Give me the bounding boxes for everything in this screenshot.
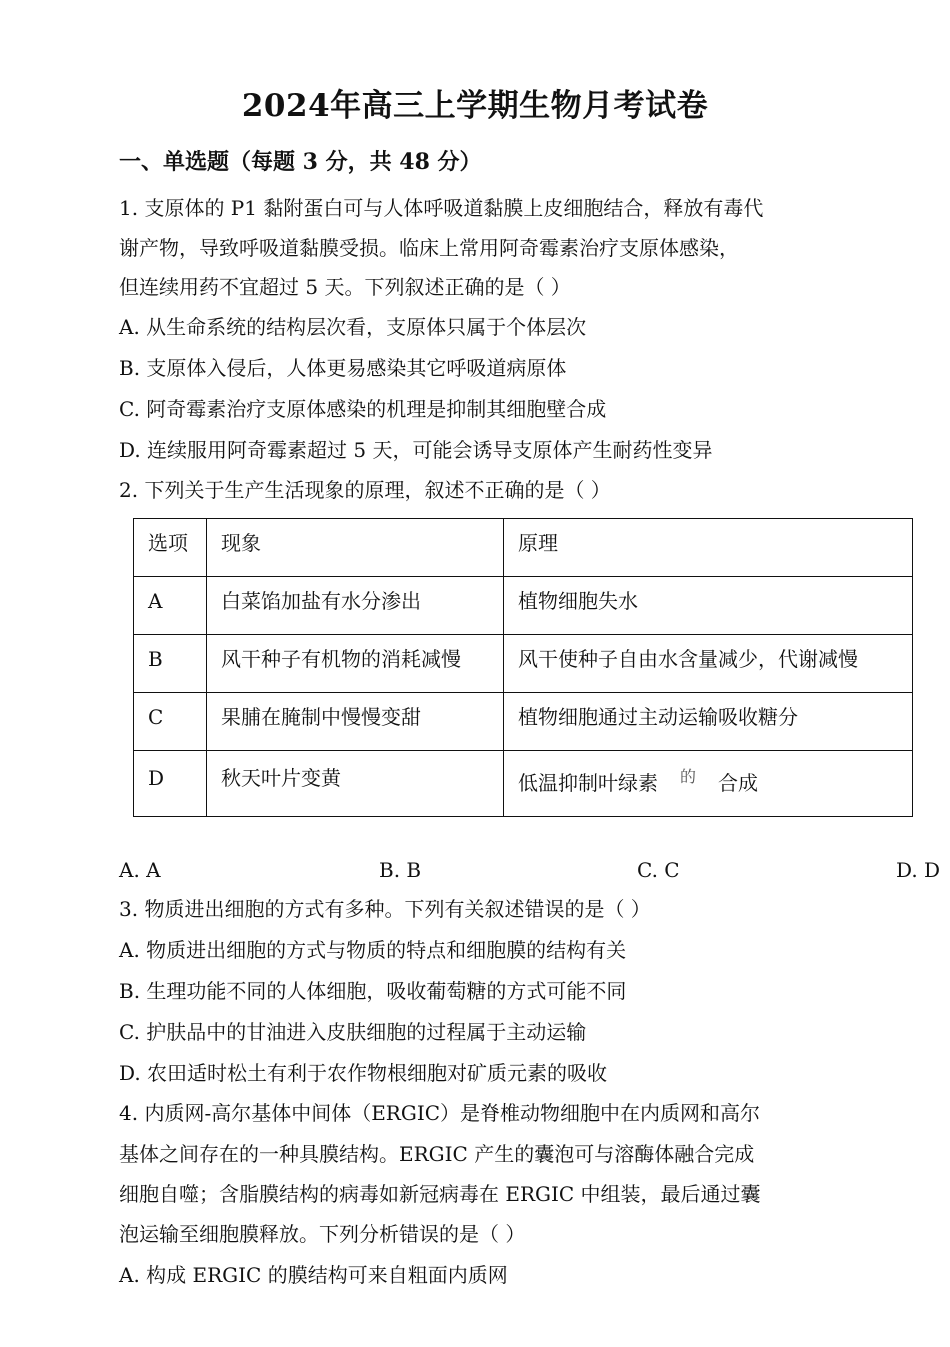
table-cell-principle <box>504 751 913 817</box>
q1-option-b: B. 支原体入侵后，人体更易感染其它呼吸道病原体 <box>119 356 567 380</box>
table-cell-option: B <box>134 635 207 693</box>
q3-option-a: A. 物质进出细胞的方式与物质的特点和细胞膜的结构有关 <box>119 938 627 962</box>
exam-title: 2024年高三上学期生物月考试卷 <box>241 88 709 124</box>
table-row <box>134 693 913 751</box>
q4-stem-line-4: 泡运输至细胞膜释放。下列分析错误的是（ ） <box>119 1222 526 1246</box>
principle-small-char: 的 <box>680 767 697 786</box>
table-cell-option: C <box>134 693 207 751</box>
q4-stem-line-2: 基体之间存在的一种具膜结构。ERGIC 产生的囊泡可与溶酶体融合完成 <box>119 1142 755 1166</box>
q2-choice-c: C. C <box>637 858 680 882</box>
q1-stem-line-3: 但连续用药不宜超过 5 天。下列叙述正确的是（ ） <box>119 275 571 299</box>
q3-option-b: B. 生理功能不同的人体细胞，吸收葡萄糖的方式可能不同 <box>119 979 627 1003</box>
table-cell-phenomenon: 白菜馅加盐有水分渗出 <box>207 577 504 635</box>
table-cell-phenomenon: 秋天叶片变黄 <box>207 751 504 817</box>
q1-option-d: D. 连续服用阿奇霉素超过 5 天，可能会诱导支原体产生耐药性变异 <box>119 438 713 462</box>
table-header-cell: 原理 <box>504 519 913 577</box>
q4-option-a: A. 构成 ERGIC 的膜结构可来自粗面内质网 <box>119 1263 508 1287</box>
q1-stem-line-2: 谢产物，导致呼吸道黏膜受损。临床上常用阿奇霉素治疗支原体感染， <box>119 236 739 260</box>
table-cell-principle: 植物细胞通过主动运输吸收糖分 <box>504 693 913 751</box>
table-row <box>134 577 913 635</box>
table-cell-phenomenon: 风干种子有机物的消耗减慢 <box>207 635 504 693</box>
table-header-cell: 选项 <box>134 519 207 577</box>
q2-choice-b: B. B <box>379 858 422 882</box>
table-cell-principle: 风干使种子自由水含量减少，代谢减慢 <box>504 635 913 693</box>
table-row <box>134 751 913 817</box>
q2-choice-d: D. D <box>896 858 941 882</box>
table-cell-phenomenon: 果脯在腌制中慢慢变甜 <box>207 693 504 751</box>
table-cell-option: D <box>134 751 207 817</box>
q3-option-c: C. 护肤品中的甘油进入皮肤细胞的过程属于主动运输 <box>119 1020 587 1044</box>
q2-choice-a: A. A <box>119 858 161 882</box>
q1-option-c: C. 阿奇霉素治疗支原体感染的机理是抑制其细胞壁合成 <box>119 397 607 421</box>
table-cell-option: A <box>134 577 207 635</box>
q2-table <box>133 518 913 817</box>
table-row <box>134 635 913 693</box>
q4-stem-line-1: 4. 内质网-高尔基体中间体（ERGIC）是脊椎动物细胞中在内质网和高尔 <box>119 1101 761 1125</box>
principle-text-part-1: 低温抑制叶绿素 <box>518 771 658 795</box>
table-cell-principle: 植物细胞失水 <box>504 577 913 635</box>
table-header-cell: 现象 <box>207 519 504 577</box>
principle-text-part-2: 合成 <box>718 771 759 795</box>
table-header-row <box>134 519 913 577</box>
q4-stem-line-3: 细胞自噬；含脂膜结构的病毒如新冠病毒在 ERGIC 中组装，最后通过囊 <box>119 1182 761 1206</box>
q3-option-d: D. 农田适时松土有利于农作物根细胞对矿质元素的吸收 <box>119 1061 608 1085</box>
section-heading-single-choice: 一、单选题（每题 3 分，共 48 分） <box>119 149 482 175</box>
q1-option-a: A. 从生命系统的结构层次看，支原体只属于个体层次 <box>119 315 587 339</box>
q3-stem: 3. 物质进出细胞的方式有多种。下列有关叙述错误的是（ ） <box>119 897 651 921</box>
q1-stem-line-1: 1. 支原体的 P1 黏附蛋白可与人体呼吸道黏膜上皮细胞结合，释放有毒代 <box>119 196 764 220</box>
q2-stem: 2. 下列关于生产生活现象的原理，叙述不正确的是（ ） <box>119 478 611 502</box>
